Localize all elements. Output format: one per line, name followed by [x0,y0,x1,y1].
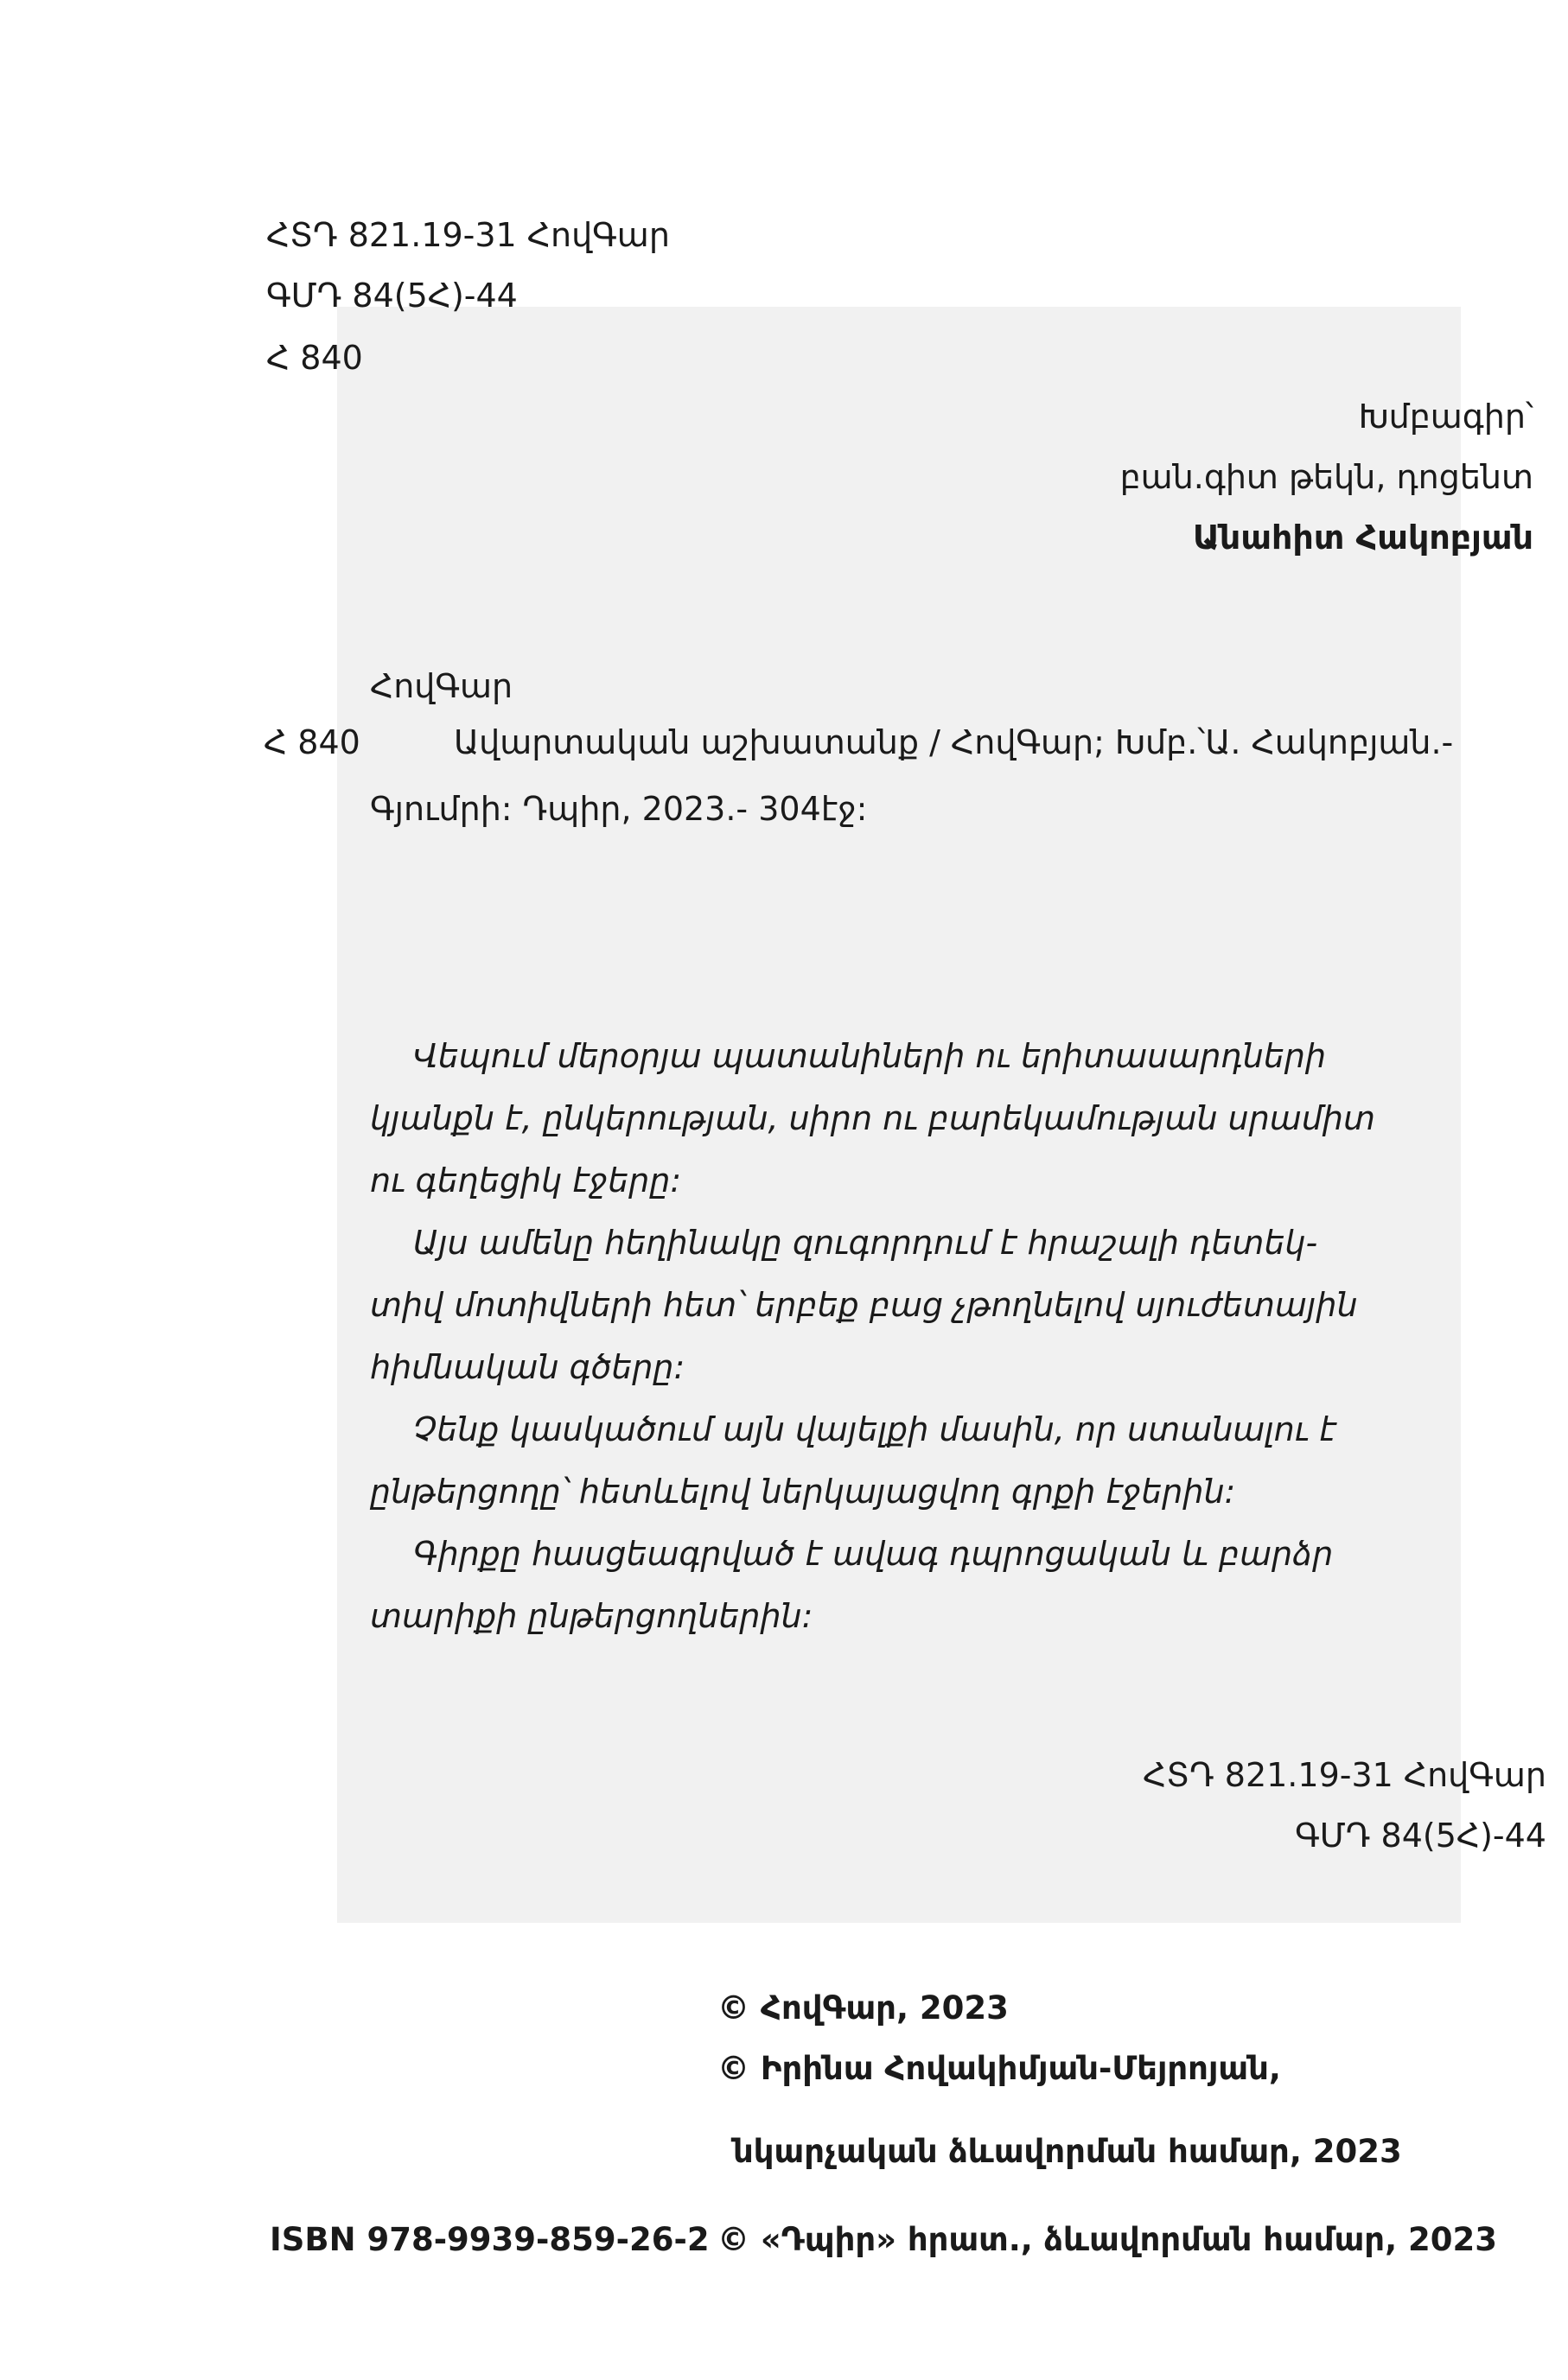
bib-author: ՀովԳար [370,667,513,705]
bib-description: Ավարտական աշխատանք / ՀովԳար; Խմբ.՝Ա. Հակոբյան.- [454,723,1454,761]
copyright-illustrator: © Իրինա Հովակիմյան-Մեյրոյան, [717,2050,1281,2087]
bib-imprint: Գյումրի: Դպիր, 2023.- 304էջ: [370,790,868,828]
copyright-publisher: © «Դպիր» հրատ., ձևավորման համար, 2023 [717,2221,1497,2258]
bbk-code-bottom: ԳՄԴ 84(5Հ)-44 [1295,1817,1546,1855]
abstract-line-4: Այս ամենը հեղինակը զուգորդում է հրաշալի դետեկ- [413,1224,1318,1262]
copyright-illustrator-note: նկարչական ձևավորման համար, 2023 [733,2133,1402,2170]
abstract-line-3: ու գեղեցիկ էջերը: [370,1161,682,1200]
abstract-line-7: Չենք կասկածում այն վայելքի մասին, որ ստանալու է [413,1410,1336,1448]
abstract-line-1: Վեպում մերօրյա պատանիների ու երիտասարդների [413,1037,1327,1075]
abstract-line-9: Գիրքը հասցեագրված է ավագ դպրոցական և բարձր [413,1535,1334,1573]
editor-role: Խմբագիր՝ [1358,398,1533,436]
isbn: ISBN 978-9939-859-26-2 [270,2221,710,2258]
udc-code-bottom: ՀՏԴ 821.19-31 ՀովԳար [1143,1756,1546,1794]
abstract-line-10: տարիքի ընթերցողներին: [370,1597,813,1635]
bib-code: Հ 840 [264,723,360,761]
abstract-line-5: տիվ մոտիվների հետ՝ երբեք բաց չթողնելով սյուժետային [370,1286,1358,1324]
author-sign: Հ 840 [266,339,363,377]
abstract-line-2: կյանքն է, ընկերության, սիրո ու բարեկամության սրամիտ [370,1099,1375,1137]
abstract-line-8: ընթերցողը՝ հետևելով ներկայացվող գրքի էջերին: [370,1473,1236,1511]
copyright-author: © ՀովԳար, 2023 [717,1989,1009,2027]
editor-title: բան.գիտ թեկն, դոցենտ [1119,458,1533,496]
bbk-code: ԳՄԴ 84(5Հ)-44 [266,277,518,315]
editor-name: Անահիտ Հակոբյան [1193,519,1533,557]
abstract-line-6: հիմնական գծերը: [370,1348,685,1386]
udc-code: ՀՏԴ 821.19-31 ՀովԳար [266,216,670,254]
